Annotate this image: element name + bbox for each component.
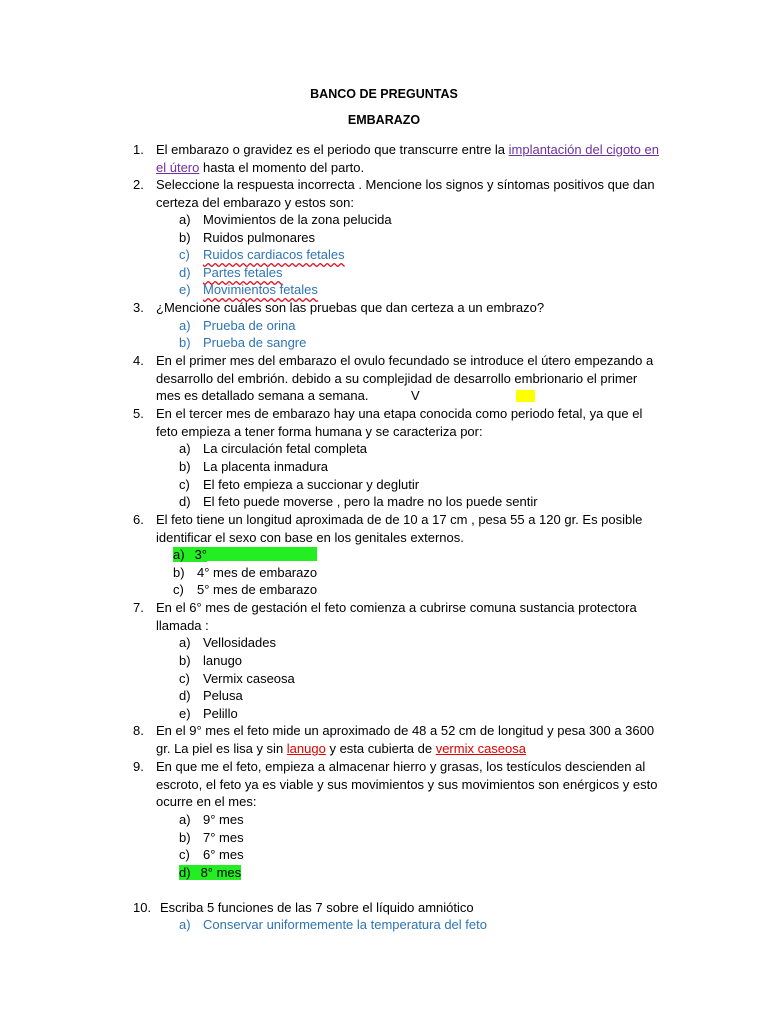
question-9-option-c-letter: c) [179,847,190,862]
question-6-option-a-redacted-highlight [207,547,317,561]
question-2-option-a: Movimientos de la zona pelucida [203,212,392,227]
question-8-line-2 [156,740,526,757]
question-2-option-d-text: Partes fetales [203,265,283,280]
question-5-option-d-letter: d) [179,494,191,509]
question-4-line-2: desarrollo del embrión. debido a su complejidad de desarrollo embrionario el primer [156,371,638,386]
question-7-line-1: En el 6° mes de gestación el feto comienza a cubrirse comuna sustancia protectora [156,600,637,615]
question-1-link-part-2[interactable]: el útero [156,160,200,175]
question-2-option-c-letter: c) [179,247,190,262]
question-2-option-c [203,246,345,263]
question-6-option-a-highlighted [173,546,317,563]
question-10-option-a: Conservar uniformemente la temperatura del feto [203,917,487,932]
question-7-option-d: Pelusa [203,688,243,703]
question-5-line-2: feto empieza a tener forma humana y se caracteriza por: [156,424,483,439]
question-7-option-e: Pelillo [203,706,238,721]
question-5-option-c: El feto empieza a succionar y deglutir [203,477,420,492]
question-5-number: 5. [133,406,144,421]
question-5-option-a: La circulación fetal completa [203,441,368,456]
question-2-option-a-letter: a) [179,212,191,227]
question-7-option-b-letter: b) [179,653,191,668]
question-1-link-part-1[interactable]: implantación del cigoto en [508,142,659,157]
question-8-red-lanugo: lanugo [286,741,326,756]
question-3-number: 3. [133,300,144,315]
question-9-line-1: En que me el feto, empieza a almacenar hierro y grasas, los testículos descienden al [156,759,646,774]
question-5-line-1: En el tercer mes de embarazo hay una etapa conocida como periodo fetal, ya que el [156,406,643,421]
question-9-option-d-highlighted [179,864,241,881]
question-1-line-2 [156,159,364,176]
document-subtitle: EMBARAZO [347,113,421,127]
question-2-option-c-text: Ruidos cardiacos fetales [203,247,345,262]
question-2-option-b-letter: b) [179,230,191,245]
question-8-number: 8. [133,723,144,738]
question-4-yellow-highlight [516,390,535,402]
question-10-line-1: Escriba 5 funciones de las 7 sobre el líquido amniótico [160,900,474,915]
question-8-text-b: y esta cubierta de [325,741,436,756]
question-9-line-2: escroto, el feto ya es viable y sus movimientos y sus movimientos son enérgicos y esto [156,777,658,792]
question-9-option-b-letter: b) [179,830,191,845]
question-9-option-a-letter: a) [179,812,191,827]
question-2-option-e [203,281,318,298]
question-5-option-c-letter: c) [179,477,190,492]
question-3-line-1: ¿Mencione cuáles son las pruebas que dan certeza a un embrazo? [156,300,545,315]
question-4-line-3: mes es detallado semana a semana. [156,388,369,403]
question-7-number: 7. [133,600,144,615]
question-7-option-b: lanugo [203,653,243,668]
question-2-option-b: Ruidos pulmonares [203,230,316,245]
question-7-option-a: Vellosidades [203,635,276,650]
question-2-number: 2. [133,177,144,192]
question-8-line-1: En el 9° mes el feto mide un aproximado de 48 a 52 cm de longitud y pesa 300 a 3600 [156,723,655,738]
question-4-number: 4. [133,353,144,368]
question-8-red-vermix: vermix caseosa [435,741,526,756]
question-5-option-d: El feto puede moverse , pero la madre no los puede sentir [203,494,538,509]
question-7-line-2: llamada : [156,618,209,633]
question-3-option-b-letter: b) [179,335,191,350]
question-4-answer-mark: V [411,388,420,403]
question-1-text-end: hasta el momento del parto. [199,160,365,175]
question-9-number: 9. [133,759,144,774]
question-6-option-a-text: 3° [185,547,207,562]
question-2-line-1: Seleccione la respuesta incorrecta . Mencione los signos y síntomas positivos que dan [156,177,655,192]
question-2-option-d [203,264,283,281]
question-7-option-a-letter: a) [179,635,191,650]
question-1-text: El embarazo o gravidez es el periodo que transcurre entre la [156,142,509,157]
question-2-option-e-letter: e) [179,282,191,297]
question-5-option-b-letter: b) [179,459,191,474]
question-4-line-1: En el primer mes del embarazo el ovulo fecundado se introduce el útero empezando a [156,353,654,368]
question-7-option-d-letter: d) [179,688,191,703]
question-1-number: 1. [133,142,144,157]
question-7-option-e-letter: e) [179,706,191,721]
question-6-line-2: identificar el sexo con base en los genitales externos. [156,530,464,545]
question-7-option-c-letter: c) [179,671,190,686]
question-1-line-1 [156,141,659,158]
question-6-number: 6. [133,512,144,527]
question-6-option-b: 4° mes de embarazo [197,565,318,580]
question-6-option-a-letter: a) [173,547,185,562]
question-3-option-a: Prueba de orina [203,318,296,333]
question-10-option-a-letter: a) [179,917,191,932]
question-3-option-b: Prueba de sangre [203,335,307,350]
question-8-text-a: gr. La piel es lisa y sin [156,741,287,756]
question-6-option-c-letter: c) [173,582,184,597]
question-6-option-c: 5° mes de embarazo [197,582,318,597]
document-title: BANCO DE PREGUNTAS [310,87,458,101]
question-3-option-a-letter: a) [179,318,191,333]
question-6-option-b-letter: b) [173,565,185,580]
question-10-number: 10. [133,900,152,915]
question-2-option-e-text: Movimientos fetales [203,282,318,297]
question-9-option-b: 7° mes [203,830,244,845]
question-2-line-2: certeza del embarazo y estos son: [156,195,354,210]
question-7-option-c: Vermix caseosa [203,671,295,686]
question-5-option-b: La placenta inmadura [203,459,329,474]
question-5-option-a-letter: a) [179,441,191,456]
question-6-line-1: El feto tiene un longitud aproximada de de 10 a 17 cm , pesa 55 a 120 gr. Es posible [156,512,643,527]
question-9-option-a: 9° mes [203,812,244,827]
question-2-option-d-letter: d) [179,265,191,280]
question-9-line-3: ocurre en el mes: [156,794,257,809]
question-9-option-d-letter: d) [179,865,191,880]
question-9-option-c: 6° mes [203,847,244,862]
question-9-option-d-text: 8° mes [191,865,242,880]
